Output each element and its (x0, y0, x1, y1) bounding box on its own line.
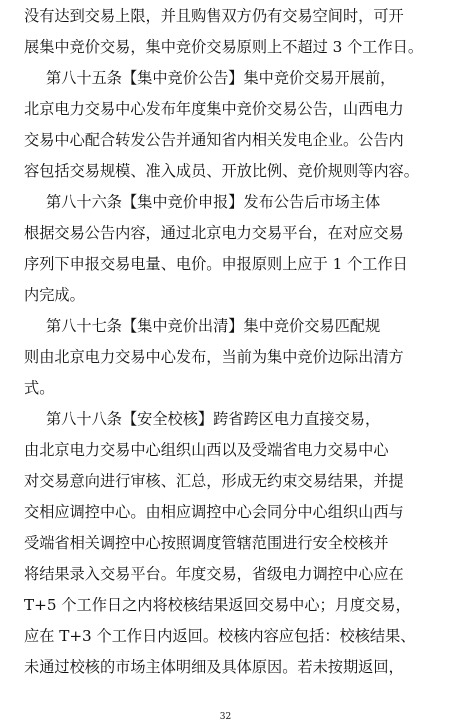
paragraph-line: 由北京电力交易中心组织山西以及受端省电力交易中心 (24, 441, 389, 459)
paragraph-line: 交相应调控中心。由相应调控中心会同分中心组织山西与 (24, 503, 404, 521)
paragraph-line: 对交易意向进行审核、汇总，形成无约束交易结果，并提 (24, 472, 404, 490)
article-86-heading-line: 第八十六条【集中竞价申报】发布公告后市场主体 (46, 193, 381, 211)
paragraph-line: 受端省相关调控中心按照调度管辖范围进行安全校核并 (24, 534, 389, 552)
paragraph-line: 未通过校核的市场主体明细及具体原因。若未按期返回， (24, 658, 404, 676)
page-number: 32 (219, 712, 232, 722)
paragraph-line: 内完成。 (24, 286, 85, 304)
paragraph-line: 北京电力交易中心发布年度集中竞价交易公告，山西电力 (24, 100, 404, 118)
article-87-heading-line: 第八十七条【集中竞价出清】集中竞价交易匹配规 (46, 317, 381, 335)
paragraph-line: 将结果录入交易平台。年度交易，省级电力调控中心应在 (24, 565, 404, 583)
paragraph-line: 序列下申报交易电量、电价。申报原则上应于 1 个工作日 (24, 255, 408, 273)
paragraph-line: 没有达到交易上限，并且购售双方仍有交易空间时，可开 (24, 7, 404, 25)
paragraph-line: 式。 (24, 379, 55, 397)
paragraph-line: 容包括交易规模、准入成员、开放比例、竞价规则等内容。 (24, 162, 419, 180)
article-88-heading-line: 第八十八条【安全校核】跨省跨区电力直接交易， (46, 410, 381, 428)
paragraph-line: 则由北京电力交易中心发布，当前为集中竞价边际出清方 (24, 348, 404, 366)
paragraph-line: T+5 个工作日之内将校核结果返回交易中心；月度交易， (24, 596, 411, 614)
paragraph-line: 根据交易公告内容，通过北京电力交易平台，在对应交易 (24, 224, 404, 242)
paragraph-line: 展集中竞价交易，集中竞价交易原则上不超过 3 个工作日。 (24, 38, 424, 56)
paragraph-line: 应在 T+3 个工作日内返回。校核内容应包括：校核结果、 (24, 627, 416, 645)
paragraph-line: 交易中心配合转发公告并通知省内相关发电企业。公告内 (24, 131, 404, 149)
article-85-heading-line: 第八十五条【集中竞价公告】集中竞价交易开展前， (46, 69, 396, 87)
